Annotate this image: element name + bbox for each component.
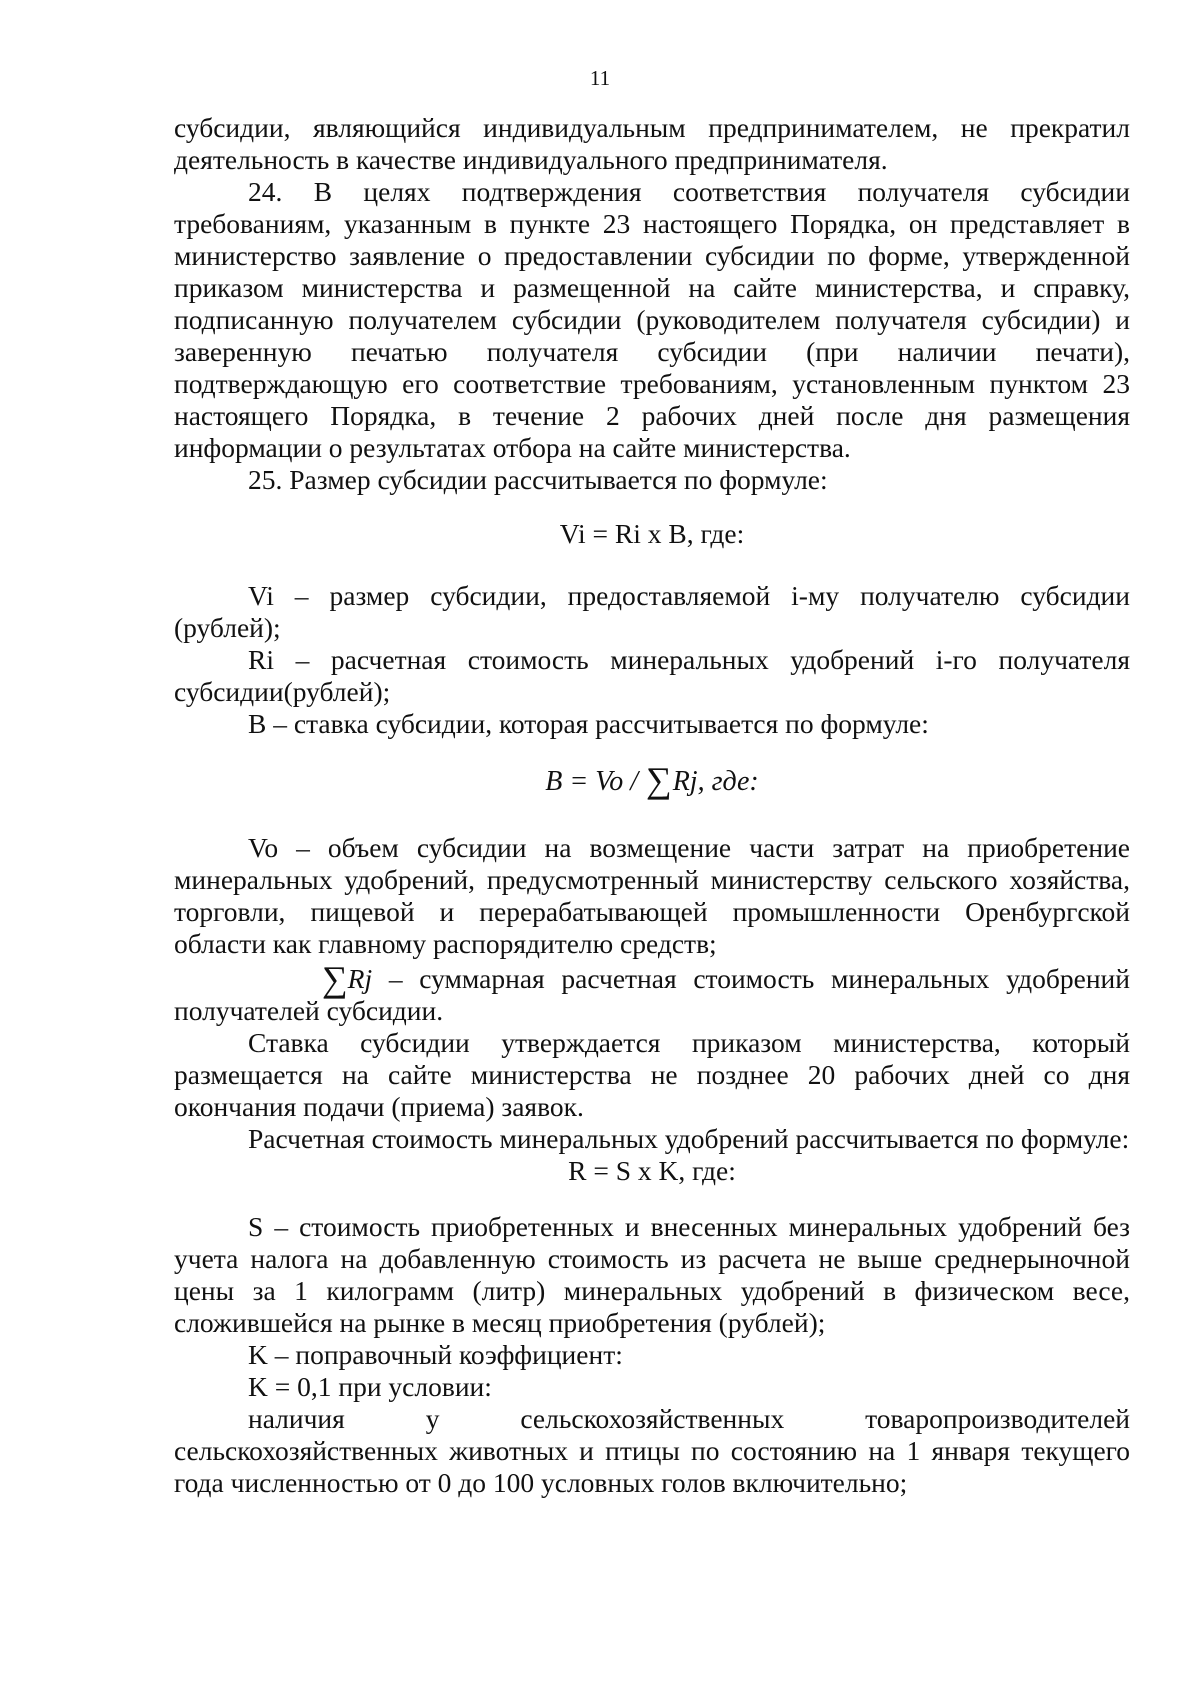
page-number: 11 — [589, 66, 611, 90]
formula-b-right: Rj, где: — [672, 766, 759, 797]
paragraph-24: 24. В целях подтверждения соответствия получателя субсидии требованиям, указанным в пункте 23 настоящего Порядка, он представляет в министерство заявление о предоставлении субсидии по форме, утвержденной приказом министерства и размещенной на сайте министерства, и справку, подписанную получателем субсидии (руководителем получателя субсидии) и заверенную печатью получателя субсидии (при наличии печати), подтверждающую его соответствие требованиям, установленным пунктом 23 настоящего Порядка, в течение 2 рабочих дней после дня размещения информации о результатах отбора на сайте министерства. — [174, 176, 1130, 463]
document-body — [174, 112, 1130, 1499]
paragraph-continuation: субсидии, являющийся индивидуальным предпринимателем, не прекратил деятельность в качестве индивидуального предпринимателя. — [174, 112, 1130, 175]
sigma-symbol: ∑ — [646, 760, 672, 800]
paragraph-calc-cost: Расчетная стоимость минеральных удобрений рассчитывается по формуле: — [248, 1123, 1130, 1154]
rj-variable: Rj — [347, 963, 373, 994]
formula-b-left: B = Vo / — [545, 766, 646, 797]
formula-r: R = S x K, где: — [568, 1155, 736, 1186]
definition-vi: Vi – размер субсидии, предоставляемой i-му получателю субсидии (рублей); — [174, 580, 1130, 643]
formula-vi: Vi = Ri x B, где: — [559, 518, 745, 549]
definition-sum-rj — [174, 960, 1130, 1027]
formula-b — [174, 762, 1130, 798]
definition-ri: Ri – расчетная стоимость минеральных удобрений i-го получателя субсидии(рублей); — [174, 644, 1130, 707]
paragraph-25: 25. Размер субсидии рассчитывается по формуле: — [248, 464, 828, 495]
paragraph-rate: Ставка субсидии утверждается приказом министерства, который размещается на сайте министерства не позднее 20 рабочих дней со дня окончания подачи (приема) заявок. — [174, 1027, 1130, 1122]
condition-k: K = 0,1 при условии: — [248, 1371, 492, 1402]
definition-vo: Vo – объем субсидии на возмещение части затрат на приобретение минеральных удобрений, предусмотренный министерству сельского хозяйства, торговли, пищевой и перерабатывающей промышленности Оренбургской области как главному распорядителю средств; — [174, 832, 1130, 959]
definition-sum-rj-text: – суммарная расчетная стоимость минеральных удобрений получателей субсидии. — [174, 963, 1130, 1026]
definition-s: S – стоимость приобретенных и внесенных минеральных удобрений без учета налога на добавленную стоимость из расчета не выше среднерыночной цены за 1 килограмм (литр) минеральных удобрений в физическом весе, сложившейся на рынке в месяц приобретения (рублей); — [174, 1211, 1130, 1338]
definition-b: B – ставка субсидии, которая рассчитывается по формуле: — [248, 708, 929, 739]
sigma-symbol-inline: ∑ — [322, 959, 348, 999]
condition-livestock: наличия у сельскохозяйственных товаропроизводителей сельскохозяйственных животных и птицы по состоянию на 1 января текущего года численностью от 0 до 100 условных голов включительно; — [174, 1403, 1130, 1498]
definition-k: K – поправочный коэффициент: — [248, 1339, 623, 1370]
